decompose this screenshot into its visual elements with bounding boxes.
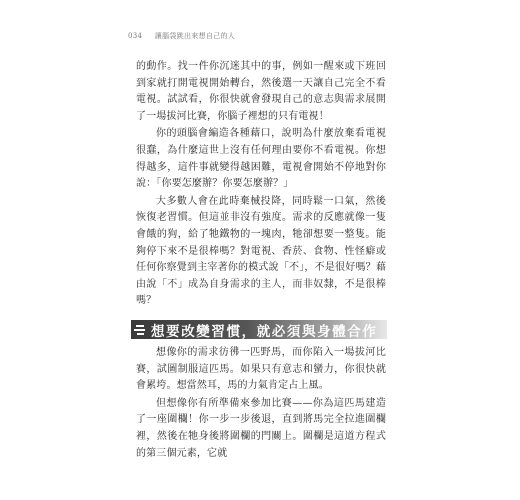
running-title: 讓腦袋跳出來想自己的人 [154,32,236,40]
body-text-top [136,59,386,311]
section-marker-icon [134,323,146,336]
section-heading: 想要改變習慣，就必須與身體合作 [151,323,378,340]
paragraph: 的動作。找一件你沉迷其中的事，例如一醒來或下班回到家就打開電視開始轉台，然後選一天讓自己完全不看電視。試試看，你很快就會發現自己的意志與需求展開了一場拔河比賽，你腦子裡想的只有電視！ [136,61,386,122]
paragraph: 大多數人會在此時棄械投降，同時鬆一口氣，然後恢復老習慣。但這並非沒有強度。需求的反應就像一隻會餓的狗，給了牠鐵物的一塊肉，牠卻想要一整隻。能夠停下來不是很棒嗎？對電視、香菸、食物、性怪癖或任何你察覺到主宰著你的模式說「不」，不是很好嗎？藉由說「不」成為自身需求的主人，而非奴隸，不是很棒嗎？ [136,195,386,307]
section-heading-bar [131,320,387,339]
body-text-bottom [136,345,386,463]
paragraph: 你的頭腦會編造各種藉口，說明為什麼放棄看電視很蠢，為什麼這世上沒有任何理由要你不看電視。你想得越多，這件事就變得越困難，電視會開始不停地對你說：「你要怎麼辦？你要怎麼辦？」 [136,128,386,190]
running-header [128,31,235,41]
paragraph: 但想像你有所準備來參加比賽——你為這匹馬建造了一座圍欄！你一步一步後退，直到將馬完全拉進圍欄裡，然後在牠身後將圍欄的門關上。圍欄是這道方程式的第三個元素，它就 [136,397,386,459]
paragraph: 想像你的需求彷彿一匹野馬，而你陷入一場拔河比賽，試圖制服這匹馬。如果只有意志和蠻力，你很快就會累垮。想當然耳，馬的力氣肯定占上風。 [136,347,386,392]
page-number: 034 [128,32,143,40]
